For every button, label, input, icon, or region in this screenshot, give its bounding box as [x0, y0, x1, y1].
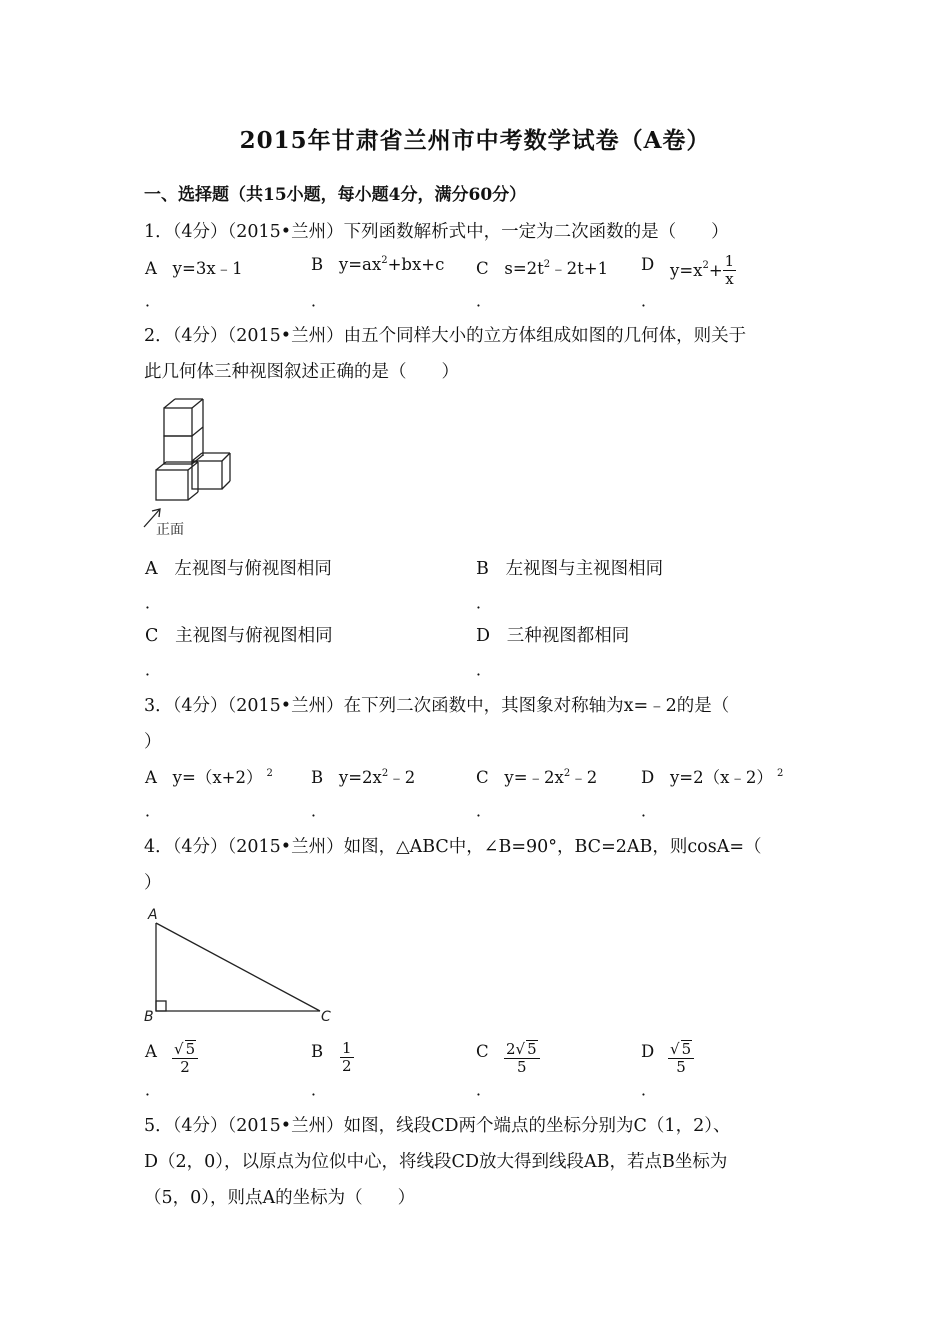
coefficient: 2 — [506, 1040, 516, 1058]
dot: ． — [476, 660, 493, 679]
q2-option-c — [145, 622, 333, 647]
exponent: 2 — [563, 768, 571, 779]
option-letter: C — [145, 626, 159, 646]
exponent: 2 — [776, 768, 784, 779]
dot: ． — [311, 291, 328, 310]
option-letter: D — [641, 255, 655, 274]
numerator: 2√ 5 — [504, 1040, 540, 1059]
page-title: 2015年甘肃省兰州市中考数学试卷（A卷） — [239, 127, 711, 154]
q2-option-a — [145, 555, 332, 580]
q1-option-c — [476, 255, 608, 279]
radicand: 5 — [185, 1040, 196, 1058]
dot: ． — [145, 1080, 162, 1099]
option-letter: D — [641, 768, 655, 787]
q4-option-a-letter: A — [145, 1042, 157, 1061]
option-text: 左视图与俯视图相同 — [174, 559, 332, 579]
numerator: 1 — [724, 252, 735, 270]
q1-option-a — [145, 255, 243, 279]
dot: ． — [311, 1080, 328, 1099]
question-4-line-2: ） — [144, 873, 162, 893]
vertex-b-label: B — [144, 1009, 154, 1025]
question-3-line-2: ） — [144, 732, 162, 752]
option-letter: C — [476, 259, 489, 278]
dot: ． — [311, 801, 328, 820]
option-text-post: + — [708, 261, 723, 280]
q1-option-b — [311, 255, 444, 274]
fraction — [504, 1040, 540, 1076]
option-letter: D — [476, 626, 491, 646]
question-2-line-2: 此几何体三种视图叙述正确的是（ ） — [144, 362, 459, 382]
fraction — [340, 1040, 354, 1075]
question-5-line-2: D（2，0），以原点为位似中心，将线段CD放大得到线段AB，若点B坐标为 — [144, 1152, 728, 1172]
radicand: 5 — [527, 1040, 537, 1058]
section-heading: 一、选择题（共15小题，每小题4分，满分60分） — [144, 185, 527, 205]
denominator: 2 — [180, 1058, 190, 1076]
dot: ． — [476, 801, 493, 820]
denominator: x — [725, 270, 734, 288]
q4-option-b — [340, 1040, 354, 1075]
q4-option-d — [668, 1040, 694, 1076]
dot: ． — [641, 1080, 658, 1099]
option-text-pre: y=2x — [338, 768, 382, 787]
option-letter: A — [145, 259, 157, 278]
option-text: 左视图与主视图相同 — [505, 559, 664, 579]
numerator: 1 — [342, 1039, 352, 1057]
exponent: 2 — [381, 255, 388, 266]
numerator: √ 5 — [668, 1040, 694, 1059]
question-5-line-1: 5．（4分）（2015•兰州）如图，线段CD两个端点的坐标分别为C（1，2）、 — [144, 1116, 731, 1136]
option-text: 主视图与俯视图相同 — [175, 626, 333, 646]
question-2-line-1: 2．（4分）（2015•兰州）由五个同样大小的立方体组成如图的几何体，则关于 — [144, 326, 747, 346]
q3-option-d — [641, 764, 783, 788]
exponent: 2 — [381, 768, 389, 779]
option-text-pre: y=﹣2x — [504, 768, 564, 787]
radicand: 5 — [681, 1040, 692, 1058]
q3-option-c — [476, 764, 597, 788]
option-letter: A — [145, 559, 158, 579]
option-text-post: +bx+c — [387, 255, 445, 274]
option-letter: B — [311, 768, 324, 787]
option-letter: B — [311, 255, 324, 274]
option-text-post: ﹣2t+1 — [550, 259, 609, 278]
side-ac — [156, 923, 320, 1011]
exponent: 2 — [266, 768, 273, 779]
vertex-a-label: A — [148, 907, 158, 923]
option-letter: B — [476, 559, 489, 579]
exponent: 2 — [543, 259, 551, 270]
exponent: 2 — [702, 260, 709, 271]
dot: ． — [476, 593, 493, 612]
denominator: 2 — [342, 1057, 352, 1075]
dot: ． — [476, 291, 493, 310]
q3-option-a — [145, 764, 273, 788]
option-text: y=2（x﹣2） — [669, 768, 773, 787]
q4-option-a — [172, 1040, 198, 1076]
q4-option-b-letter: B — [311, 1042, 324, 1061]
dot: ． — [145, 291, 162, 310]
q1-option-d — [641, 255, 654, 274]
denominator: 5 — [676, 1058, 686, 1076]
q4-option-c — [504, 1040, 540, 1076]
option-text-post: ﹣2 — [570, 768, 598, 787]
q4-option-c-letter: C — [476, 1042, 489, 1061]
question-4-line-1: 4．（4分）（2015•兰州）如图，△ABC中，∠B=90°，BC=2AB，则cosA=（ — [144, 837, 762, 857]
dot: ． — [476, 1080, 493, 1099]
dot: ． — [145, 660, 162, 679]
denominator: 5 — [517, 1058, 527, 1076]
question-5-line-3: （5，0），则点A的坐标为（ ） — [144, 1188, 416, 1208]
dot: ． — [641, 291, 658, 310]
right-triangle-figure — [140, 903, 350, 1028]
option-text-post: ﹣2 — [388, 768, 416, 787]
question-3-line-1: 3．（4分）（2015•兰州）在下列二次函数中，其图象对称轴为x=﹣2的是（ — [144, 696, 730, 716]
option-text-pre: y=ax — [338, 255, 382, 274]
fraction-1-over-x — [723, 253, 737, 288]
vertex-c-label: C — [321, 1009, 331, 1025]
q1-option-d-formula — [670, 253, 736, 288]
fraction — [172, 1040, 198, 1076]
q2-option-d — [476, 622, 629, 647]
q4-option-d-letter: D — [641, 1042, 655, 1061]
option-letter: A — [145, 768, 157, 787]
question-1-stem: 1．（4分）（2015•兰州）下列函数解析式中，一定为二次函数的是（ ） — [144, 222, 729, 242]
option-text: 三种视图都相同 — [506, 626, 630, 646]
dot: ． — [145, 801, 162, 820]
cube-stack-figure — [140, 395, 240, 540]
dot: ． — [641, 801, 658, 820]
right-angle-mark — [156, 1001, 166, 1011]
dot: ． — [145, 593, 162, 612]
option-text: y=3x﹣1 — [172, 259, 243, 278]
front-label: 正面 — [156, 522, 184, 538]
q3-option-b — [311, 764, 415, 788]
option-text-pre: y=x — [670, 261, 703, 280]
numerator: √ 5 — [172, 1040, 198, 1059]
q2-option-b — [476, 555, 663, 580]
fraction — [668, 1040, 694, 1076]
option-text: y=（x+2） — [172, 768, 263, 787]
option-text-pre: s=2t — [504, 259, 544, 278]
option-letter: C — [476, 768, 489, 787]
